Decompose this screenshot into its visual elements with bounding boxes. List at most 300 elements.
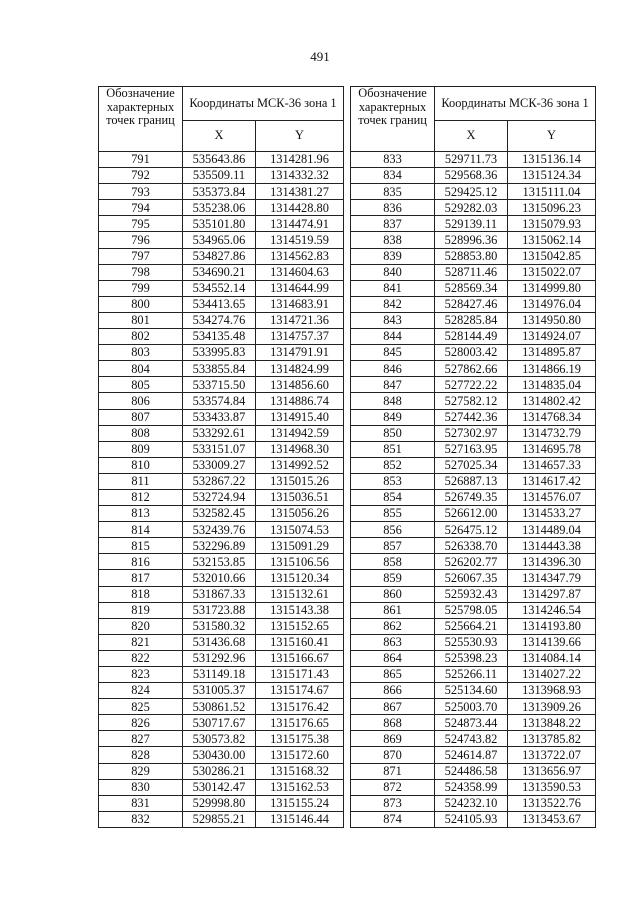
table-row	[351, 554, 596, 570]
y-coordinate-cell: 1315036.51	[256, 489, 344, 505]
x-coordinate-cell: 526202.77	[435, 554, 508, 570]
x-coordinate-cell: 533009.27	[183, 457, 256, 473]
y-coordinate-cell: 1315106.56	[256, 554, 344, 570]
x-coordinate-cell: 535238.06	[183, 200, 256, 216]
point-number-cell: 801	[99, 312, 183, 328]
y-coordinate-cell: 1315079.93	[508, 216, 596, 232]
x-coordinate-cell: 534413.65	[183, 296, 256, 312]
point-number-cell: 816	[99, 554, 183, 570]
point-number-cell: 846	[351, 361, 435, 377]
y-coordinate-cell: 1315062.14	[508, 232, 596, 248]
table-row	[99, 361, 344, 377]
table-row	[99, 425, 344, 441]
y-coordinate-cell: 1314443.38	[508, 538, 596, 554]
y-coordinate-cell: 1315096.23	[508, 200, 596, 216]
y-coordinate-cell: 1315168.32	[256, 763, 344, 779]
x-coordinate-cell: 533715.50	[183, 377, 256, 393]
point-number-cell: 862	[351, 618, 435, 634]
table-row	[99, 522, 344, 538]
x-coordinate-cell: 535101.80	[183, 216, 256, 232]
point-number-cell: 851	[351, 441, 435, 457]
x-coordinate-cell: 530430.00	[183, 747, 256, 763]
x-coordinate-cell: 531580.32	[183, 618, 256, 634]
x-coordinate-cell: 533574.84	[183, 393, 256, 409]
point-number-cell: 828	[99, 747, 183, 763]
point-number-cell: 825	[99, 699, 183, 715]
point-number-cell: 832	[99, 811, 183, 827]
x-coordinate-cell: 530142.47	[183, 779, 256, 795]
y-coordinate-cell: 1315074.53	[256, 522, 344, 538]
x-coordinate-cell: 529139.11	[435, 216, 508, 232]
y-coordinate-cell: 1313522.76	[508, 795, 596, 811]
x-coordinate-cell: 535509.11	[183, 168, 256, 184]
y-coordinate-cell: 1314791.91	[256, 345, 344, 361]
table-row	[351, 618, 596, 634]
point-number-cell: 795	[99, 216, 183, 232]
point-number-cell: 859	[351, 570, 435, 586]
x-coordinate-cell: 525664.21	[435, 618, 508, 634]
x-coordinate-cell: 528144.49	[435, 329, 508, 345]
x-coordinate-cell: 529998.80	[183, 795, 256, 811]
y-coordinate-cell: 1314193.80	[508, 618, 596, 634]
point-number-cell: 815	[99, 538, 183, 554]
y-coordinate-cell: 1314942.59	[256, 425, 344, 441]
y-coordinate-cell: 1315124.34	[508, 168, 596, 184]
table-row	[99, 248, 344, 264]
y-coordinate-cell: 1314396.30	[508, 554, 596, 570]
table-row	[99, 811, 344, 827]
table-row	[99, 570, 344, 586]
table-row	[99, 731, 344, 747]
table-row	[99, 393, 344, 409]
y-coordinate-cell: 1314281.96	[256, 152, 344, 168]
point-number-cell: 856	[351, 522, 435, 538]
y-coordinate-cell: 1314950.80	[508, 312, 596, 328]
table-row	[99, 602, 344, 618]
point-number-cell: 834	[351, 168, 435, 184]
coordinates-table-left	[98, 86, 344, 828]
y-coordinate-cell: 1314886.74	[256, 393, 344, 409]
y-coordinate-cell: 1314519.59	[256, 232, 344, 248]
x-coordinate-cell: 527302.97	[435, 425, 508, 441]
y-coordinate-cell: 1313909.26	[508, 699, 596, 715]
header-y-label: Y	[256, 121, 344, 152]
x-coordinate-cell: 531723.88	[183, 602, 256, 618]
table-row	[99, 168, 344, 184]
y-coordinate-cell: 1315146.44	[256, 811, 344, 827]
x-coordinate-cell: 524614.87	[435, 747, 508, 763]
x-coordinate-cell: 525398.23	[435, 650, 508, 666]
x-coordinate-cell: 525932.43	[435, 586, 508, 602]
y-coordinate-cell: 1315171.43	[256, 667, 344, 683]
point-number-cell: 821	[99, 634, 183, 650]
table-row	[351, 264, 596, 280]
x-coordinate-cell: 531867.33	[183, 586, 256, 602]
table-row	[99, 184, 344, 200]
point-number-cell: 869	[351, 731, 435, 747]
x-coordinate-cell: 524873.44	[435, 715, 508, 731]
table-row	[99, 763, 344, 779]
table-row	[351, 538, 596, 554]
x-coordinate-cell: 529855.21	[183, 811, 256, 827]
x-coordinate-cell: 533995.83	[183, 345, 256, 361]
x-coordinate-cell: 528569.34	[435, 280, 508, 296]
point-number-cell: 863	[351, 634, 435, 650]
point-number-cell: 807	[99, 409, 183, 425]
y-coordinate-cell: 1314139.66	[508, 634, 596, 650]
point-number-cell: 867	[351, 699, 435, 715]
point-number-cell: 791	[99, 152, 183, 168]
point-number-cell: 870	[351, 747, 435, 763]
y-coordinate-cell: 1314757.37	[256, 329, 344, 345]
point-number-cell: 857	[351, 538, 435, 554]
point-number-cell: 823	[99, 667, 183, 683]
x-coordinate-cell: 534274.76	[183, 312, 256, 328]
y-coordinate-cell: 1315111.04	[508, 184, 596, 200]
table-row	[99, 441, 344, 457]
x-coordinate-cell: 527722.22	[435, 377, 508, 393]
table-row	[351, 602, 596, 618]
y-coordinate-cell: 1315015.26	[256, 473, 344, 489]
y-coordinate-cell: 1315172.60	[256, 747, 344, 763]
table-row	[351, 216, 596, 232]
y-coordinate-cell: 1314721.36	[256, 312, 344, 328]
table-row	[351, 329, 596, 345]
point-number-cell: 809	[99, 441, 183, 457]
y-coordinate-cell: 1314644.99	[256, 280, 344, 296]
y-coordinate-cell: 1314968.30	[256, 441, 344, 457]
y-coordinate-cell: 1315175.38	[256, 731, 344, 747]
coordinates-table-right	[350, 86, 596, 828]
point-number-cell: 793	[99, 184, 183, 200]
point-number-cell: 860	[351, 586, 435, 602]
point-number-cell: 814	[99, 522, 183, 538]
point-number-cell: 799	[99, 280, 183, 296]
x-coordinate-cell: 527442.36	[435, 409, 508, 425]
y-coordinate-cell: 1314895.87	[508, 345, 596, 361]
x-coordinate-cell: 528427.46	[435, 296, 508, 312]
y-coordinate-cell: 1313453.67	[508, 811, 596, 827]
y-coordinate-cell: 1315176.65	[256, 715, 344, 731]
x-coordinate-cell: 535643.86	[183, 152, 256, 168]
table-row	[99, 650, 344, 666]
point-number-cell: 827	[99, 731, 183, 747]
table-row	[99, 538, 344, 554]
y-coordinate-cell: 1314533.27	[508, 506, 596, 522]
y-coordinate-cell: 1314802.42	[508, 393, 596, 409]
point-number-cell: 840	[351, 264, 435, 280]
x-coordinate-cell: 534827.86	[183, 248, 256, 264]
x-coordinate-cell: 527025.34	[435, 457, 508, 473]
point-number-cell: 819	[99, 602, 183, 618]
table-row	[99, 747, 344, 763]
point-number-cell: 822	[99, 650, 183, 666]
table-row	[351, 377, 596, 393]
x-coordinate-cell: 532153.85	[183, 554, 256, 570]
table-row	[351, 441, 596, 457]
header-coords-label: Координаты МСК-36 зона 1	[435, 87, 596, 121]
table-row	[351, 699, 596, 715]
y-coordinate-cell: 1314992.52	[256, 457, 344, 473]
y-coordinate-cell: 1314332.32	[256, 168, 344, 184]
header-x-label: X	[435, 121, 508, 152]
point-number-cell: 805	[99, 377, 183, 393]
table-row	[99, 216, 344, 232]
point-number-cell: 837	[351, 216, 435, 232]
y-coordinate-cell: 1313590.53	[508, 779, 596, 795]
y-coordinate-cell: 1313968.93	[508, 683, 596, 699]
point-number-cell: 858	[351, 554, 435, 570]
point-number-cell: 848	[351, 393, 435, 409]
y-coordinate-cell: 1314246.54	[508, 602, 596, 618]
x-coordinate-cell: 535373.84	[183, 184, 256, 200]
x-coordinate-cell: 530573.82	[183, 731, 256, 747]
y-coordinate-cell: 1314999.80	[508, 280, 596, 296]
x-coordinate-cell: 532867.22	[183, 473, 256, 489]
point-number-cell: 842	[351, 296, 435, 312]
x-coordinate-cell: 525134.60	[435, 683, 508, 699]
x-coordinate-cell: 533433.87	[183, 409, 256, 425]
table-row	[351, 489, 596, 505]
y-coordinate-cell: 1314604.63	[256, 264, 344, 280]
table-row	[351, 393, 596, 409]
y-coordinate-cell: 1314084.14	[508, 650, 596, 666]
point-number-cell: 794	[99, 200, 183, 216]
x-coordinate-cell: 531292.96	[183, 650, 256, 666]
table-row	[351, 409, 596, 425]
point-number-cell: 820	[99, 618, 183, 634]
y-coordinate-cell: 1314924.07	[508, 329, 596, 345]
y-coordinate-cell: 1314835.04	[508, 377, 596, 393]
table-row	[99, 779, 344, 795]
y-coordinate-cell: 1315022.07	[508, 264, 596, 280]
table-row	[351, 232, 596, 248]
x-coordinate-cell: 527582.12	[435, 393, 508, 409]
table-row	[99, 264, 344, 280]
x-coordinate-cell: 534135.48	[183, 329, 256, 345]
y-coordinate-cell: 1314381.27	[256, 184, 344, 200]
x-coordinate-cell: 524743.82	[435, 731, 508, 747]
y-coordinate-cell: 1315152.65	[256, 618, 344, 634]
x-coordinate-cell: 528003.42	[435, 345, 508, 361]
y-coordinate-cell: 1313848.22	[508, 715, 596, 731]
x-coordinate-cell: 529711.73	[435, 152, 508, 168]
point-number-cell: 852	[351, 457, 435, 473]
header-y-label: Y	[508, 121, 596, 152]
table-row	[351, 200, 596, 216]
point-number-cell: 813	[99, 506, 183, 522]
y-coordinate-cell: 1313656.97	[508, 763, 596, 779]
x-coordinate-cell: 528996.36	[435, 232, 508, 248]
y-coordinate-cell: 1315162.53	[256, 779, 344, 795]
point-number-cell: 797	[99, 248, 183, 264]
table-row	[99, 586, 344, 602]
table-row	[351, 811, 596, 827]
point-number-cell: 808	[99, 425, 183, 441]
table-row	[99, 506, 344, 522]
point-number-cell: 874	[351, 811, 435, 827]
point-number-cell: 853	[351, 473, 435, 489]
y-coordinate-cell: 1314576.07	[508, 489, 596, 505]
x-coordinate-cell: 530286.21	[183, 763, 256, 779]
x-coordinate-cell: 531436.68	[183, 634, 256, 650]
x-coordinate-cell: 526338.70	[435, 538, 508, 554]
point-number-cell: 811	[99, 473, 183, 489]
y-coordinate-cell: 1314732.79	[508, 425, 596, 441]
header-point-label: Обозначение характерных точек границ	[351, 87, 435, 152]
x-coordinate-cell: 532582.45	[183, 506, 256, 522]
table-row	[99, 329, 344, 345]
point-number-cell: 866	[351, 683, 435, 699]
point-number-cell: 843	[351, 312, 435, 328]
x-coordinate-cell: 532439.76	[183, 522, 256, 538]
table-row	[99, 345, 344, 361]
table-row	[99, 489, 344, 505]
x-coordinate-cell: 532296.89	[183, 538, 256, 554]
y-coordinate-cell: 1315120.34	[256, 570, 344, 586]
x-coordinate-cell: 524486.58	[435, 763, 508, 779]
point-number-cell: 804	[99, 361, 183, 377]
point-number-cell: 835	[351, 184, 435, 200]
point-number-cell: 826	[99, 715, 183, 731]
x-coordinate-cell: 529425.12	[435, 184, 508, 200]
x-coordinate-cell: 525530.93	[435, 634, 508, 650]
x-coordinate-cell: 528285.84	[435, 312, 508, 328]
y-coordinate-cell: 1315143.38	[256, 602, 344, 618]
table-row	[351, 763, 596, 779]
y-coordinate-cell: 1314866.19	[508, 361, 596, 377]
y-coordinate-cell: 1314976.04	[508, 296, 596, 312]
table-row	[351, 650, 596, 666]
table-row	[351, 779, 596, 795]
x-coordinate-cell: 534552.14	[183, 280, 256, 296]
table-row	[351, 184, 596, 200]
point-number-cell: 830	[99, 779, 183, 795]
x-coordinate-cell: 532010.66	[183, 570, 256, 586]
point-number-cell: 861	[351, 602, 435, 618]
x-coordinate-cell: 533151.07	[183, 441, 256, 457]
x-coordinate-cell: 526475.12	[435, 522, 508, 538]
point-number-cell: 824	[99, 683, 183, 699]
y-coordinate-cell: 1315056.26	[256, 506, 344, 522]
x-coordinate-cell: 529568.36	[435, 168, 508, 184]
table-body-left	[99, 152, 344, 828]
table-row	[99, 618, 344, 634]
table-row	[351, 522, 596, 538]
table-row	[99, 473, 344, 489]
point-number-cell: 803	[99, 345, 183, 361]
x-coordinate-cell: 526887.13	[435, 473, 508, 489]
table-row	[351, 795, 596, 811]
header-x-label: X	[183, 121, 256, 152]
table-row	[99, 200, 344, 216]
y-coordinate-cell: 1314489.04	[508, 522, 596, 538]
point-number-cell: 798	[99, 264, 183, 280]
table-row	[99, 715, 344, 731]
y-coordinate-cell: 1314768.34	[508, 409, 596, 425]
y-coordinate-cell: 1315174.67	[256, 683, 344, 699]
table-row	[351, 473, 596, 489]
y-coordinate-cell: 1314824.99	[256, 361, 344, 377]
table-row	[99, 554, 344, 570]
header-coords-label: Координаты МСК-36 зона 1	[183, 87, 344, 121]
point-number-cell: 817	[99, 570, 183, 586]
table-row	[351, 457, 596, 473]
table-row	[351, 312, 596, 328]
point-number-cell: 841	[351, 280, 435, 296]
table-row	[351, 345, 596, 361]
y-coordinate-cell: 1314428.80	[256, 200, 344, 216]
table-row	[351, 570, 596, 586]
point-number-cell: 831	[99, 795, 183, 811]
x-coordinate-cell: 530861.52	[183, 699, 256, 715]
x-coordinate-cell: 526749.35	[435, 489, 508, 505]
table-row	[351, 715, 596, 731]
point-number-cell: 855	[351, 506, 435, 522]
x-coordinate-cell: 524105.93	[435, 811, 508, 827]
table-row	[351, 586, 596, 602]
y-coordinate-cell: 1315176.42	[256, 699, 344, 715]
y-coordinate-cell: 1314474.91	[256, 216, 344, 232]
table-row	[99, 152, 344, 168]
table-row	[351, 152, 596, 168]
point-number-cell: 849	[351, 409, 435, 425]
table-row	[351, 280, 596, 296]
y-coordinate-cell: 1314562.83	[256, 248, 344, 264]
table-row	[351, 361, 596, 377]
table-row	[351, 634, 596, 650]
table-row	[99, 280, 344, 296]
x-coordinate-cell: 528711.46	[435, 264, 508, 280]
point-number-cell: 872	[351, 779, 435, 795]
x-coordinate-cell: 534690.21	[183, 264, 256, 280]
point-number-cell: 812	[99, 489, 183, 505]
coordinates-tables	[98, 86, 594, 826]
y-coordinate-cell: 1314695.78	[508, 441, 596, 457]
y-coordinate-cell: 1315132.61	[256, 586, 344, 602]
point-number-cell: 833	[351, 152, 435, 168]
y-coordinate-cell: 1314657.33	[508, 457, 596, 473]
x-coordinate-cell: 529282.03	[435, 200, 508, 216]
point-number-cell: 854	[351, 489, 435, 505]
y-coordinate-cell: 1315166.67	[256, 650, 344, 666]
table-row	[99, 296, 344, 312]
x-coordinate-cell: 534965.06	[183, 232, 256, 248]
x-coordinate-cell: 525798.05	[435, 602, 508, 618]
x-coordinate-cell: 525003.70	[435, 699, 508, 715]
table-row	[99, 795, 344, 811]
point-number-cell: 829	[99, 763, 183, 779]
x-coordinate-cell: 531005.37	[183, 683, 256, 699]
table-row	[99, 409, 344, 425]
y-coordinate-cell: 1313722.07	[508, 747, 596, 763]
point-number-cell: 800	[99, 296, 183, 312]
table-row	[99, 683, 344, 699]
table-row	[99, 232, 344, 248]
point-number-cell: 868	[351, 715, 435, 731]
y-coordinate-cell: 1314297.87	[508, 586, 596, 602]
y-coordinate-cell: 1315091.29	[256, 538, 344, 554]
point-number-cell: 873	[351, 795, 435, 811]
page-number: 491	[310, 49, 330, 64]
table-row	[99, 457, 344, 473]
x-coordinate-cell: 533855.84	[183, 361, 256, 377]
point-number-cell: 818	[99, 586, 183, 602]
y-coordinate-cell: 1314617.42	[508, 473, 596, 489]
y-coordinate-cell: 1315136.14	[508, 152, 596, 168]
x-coordinate-cell: 524232.10	[435, 795, 508, 811]
table-row	[351, 731, 596, 747]
